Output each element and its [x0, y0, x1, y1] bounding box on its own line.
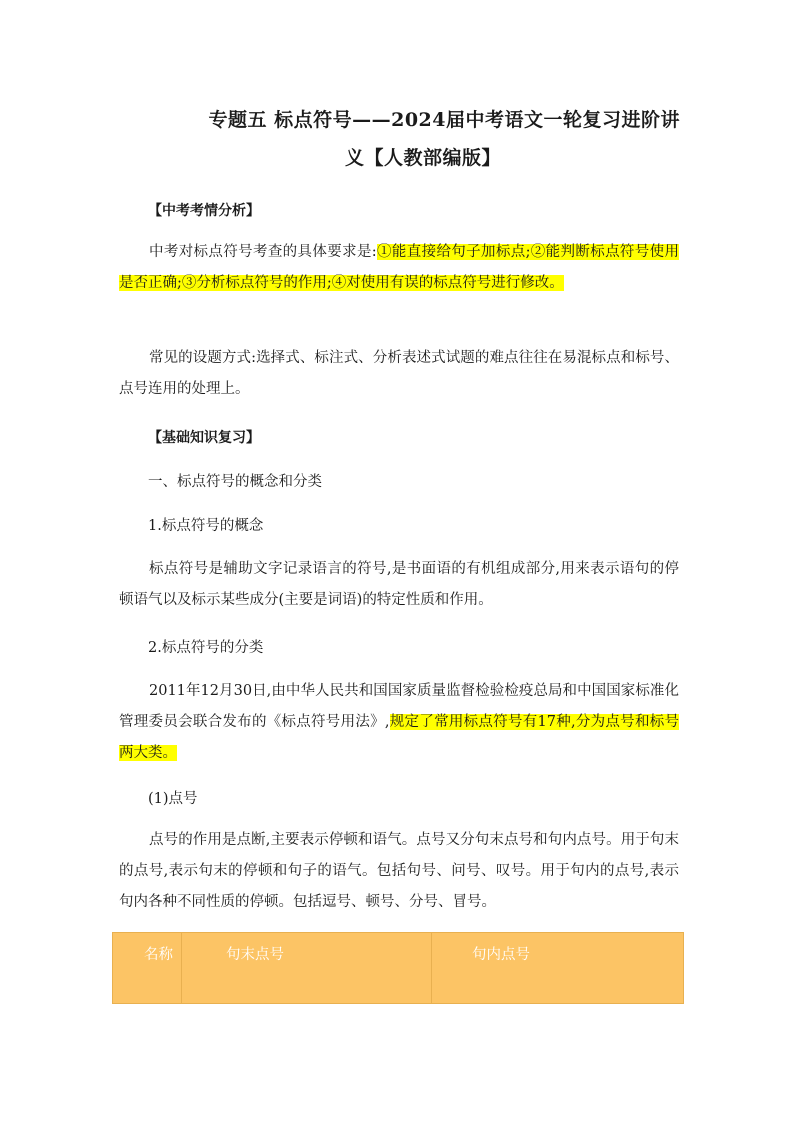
table-header-sentence-end: 句末点号: [182, 933, 432, 1004]
section-heading-exam-analysis: 【中考考情分析】: [148, 203, 260, 219]
table-header-row: [113, 933, 684, 1004]
subheading-dianhao: (1)点号: [148, 791, 198, 807]
table-header-sentence-inner: 句内点号: [432, 933, 684, 1004]
document-title-line-2: 义【人教部编版】: [344, 147, 501, 169]
document-title-line-1: 专题五 标点符号——2024届中考语文一轮复习进阶讲: [208, 109, 680, 131]
table-header-name: 名称: [113, 933, 182, 1004]
paragraph-question-types: 常见的设题方式:选择式、标注式、分析表述式试题的难点往往在易混标点和标号、点号连用的处理上。: [119, 350, 679, 397]
section-heading-basic-review: 【基础知识复习】: [148, 430, 260, 446]
paragraph-text: 2011年12月30日,由中华人民共和国国家质量监督检验检疫总局和中国国家标准化管理委员会联合发布的《标点符号用法》,: [119, 683, 679, 730]
subheading-concept-and-classification: 一、标点符号的概念和分类: [148, 474, 322, 490]
paragraph-dianhao: 点号的作用是点断,主要表示停顿和语气。点号又分句末点号和句内点号。用于句末的点号,表示句末的停顿和句子的语气。包括句号、问号、叹号。用于句内的点号,表示句内各种不同性质的停顿。包括逗号、顿号、分号、冒号。: [119, 832, 679, 910]
subheading-classification: 2.标点符号的分类: [148, 640, 264, 656]
subheading-concept: 1.标点符号的概念: [148, 518, 264, 534]
paragraph-exam-requirements: [119, 237, 679, 299]
paragraph-classification: [119, 676, 679, 769]
punctuation-table: [112, 932, 684, 1004]
paragraph-text: 中考对标点符号考查的具体要求是:: [149, 244, 377, 260]
highlighted-classification: 规定了常用标点符号有17种,分为点号和标号两大类。: [119, 714, 679, 761]
paragraph-concept: 标点符号是辅助文字记录语言的符号,是书面语的有机组成部分,用来表示语句的停顿语气以及标示某些成分(主要是词语)的特定性质和作用。: [119, 561, 679, 608]
highlighted-requirements: ①能直接给句子加标点;②能判断标点符号使用是否正确;③分析标点符号的作用;④对使用有误的标点符号进行修改。: [119, 244, 679, 291]
